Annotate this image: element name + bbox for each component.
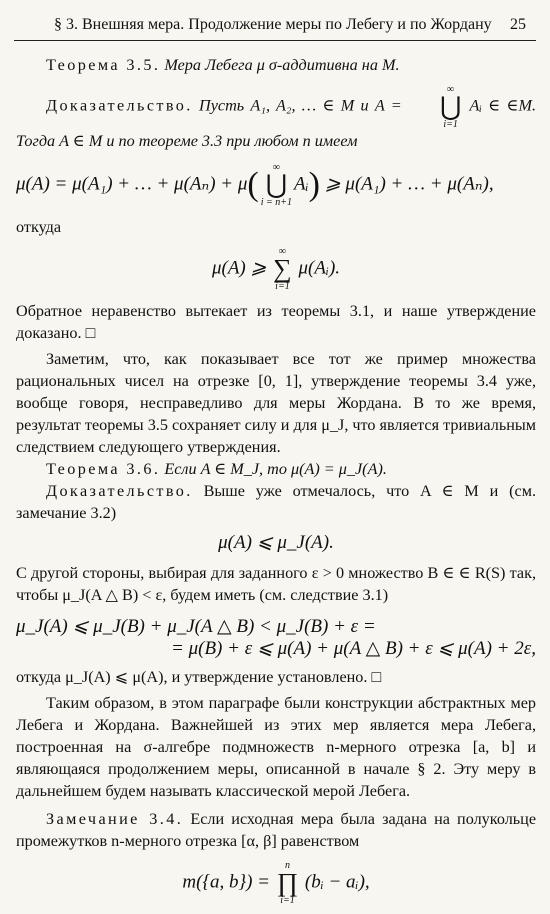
theorem-3-6 (16, 458, 536, 480)
formula-4: μ_J(A) ⩽ μ_J(B) + μ_J(A △ B) < μ_J(B) + ε = = μ(B) + ε ⩽ μ(A) + μ(A △ B) + ε ⩽ μ(A) + 2ε, (16, 616, 536, 659)
union-operator: ∞ ⋃ i=1 (439, 84, 462, 130)
theorem-statement: Если A ∈ M_J, то μ(A) = μ_J(A). (164, 460, 387, 478)
proof-label: Доказательство. (46, 96, 193, 115)
proof-3-6 (16, 480, 536, 524)
remark-label: Замечание 3.4. (46, 810, 184, 828)
formula-5: m({a, b}) = n ∏ i=1 (bᵢ − aᵢ), (182, 860, 370, 906)
union-operator-2: ∞ ⋃ i = n+1 (260, 162, 293, 208)
proof-text-a: Выше уже отмечалось, что A ∈ M и (см. замечание 3.2) (16, 482, 536, 522)
formula-1: μ(A) = μ(A₁) + … + μ(Aₙ) + μ( ∞ ⋃ i = n+1 Aᵢ) ⩾ μ(A₁) + … + μ(Aₙ), (16, 162, 494, 208)
remark-paragraph: Заметим, что, как показывает все тот же пример множества рациональных чисел на отрезке [0, 1], утверждение теоремы 3.4 уже, вообще говоря, несправедливо для меры Жордана. В то же время, результат теоремы 3.5 сохраняет силу и для μ_J, что является тривиальным следствием следующего утверждения. (16, 350, 536, 456)
running-header (14, 6, 536, 41)
theorem-label: Теорема 3.5. (46, 56, 161, 74)
product-operator: n ∏ i=1 (276, 860, 299, 906)
summary-paragraph: Таким образом, в этом параграфе были конструкции абстрактных мер Лебега и Жордана. Важнейшей из этих мер является мера Лебега, построенная на σ-алгебре подмножеств n-мерного отрезка [a, b] и являющаяся продолжением меры, описанной в начале § 2. Эту меру в дальнейшем будем называть классической мерой Лебега. (16, 694, 536, 800)
proof-3-5 (16, 84, 536, 152)
page-number: 25 (510, 16, 526, 33)
sum-operator: ∞ ∑ i=1 (273, 246, 292, 292)
otkuda-text: откуда (16, 218, 62, 236)
proof-text-b: Aᵢ ∈ (469, 96, 501, 115)
remark-text: Если исходная мера была задана на полукольце промежутков n-мерного отрезка [α, β] равенством (16, 810, 537, 850)
formula-2: μ(A) ⩾ ∞ ∑ i=1 μ(Aᵢ). (211, 246, 341, 292)
proof-text-a: Пусть A₁, A₂, … ∈ M и A = (199, 96, 402, 115)
section-title: § 3. Внешняя мера. Продолжение меры по Лебегу и по Жордану (54, 16, 492, 33)
proof-label: Доказательство. (46, 482, 193, 500)
page-body (16, 54, 536, 914)
proof-text-b: С другой стороны, выбирая для заданного ε > 0 множество B ∈ ∈ R(S) так, чтобы μ_J(A △ B) < ε, будем иметь (см. следствие 3.1) (16, 564, 536, 604)
theorem-label: Теорема 3.6. (46, 460, 161, 478)
proof-text-c: откуда μ_J(A) ⩽ μ(A), и утверждение установлено. □ (16, 668, 382, 686)
theorem-statement: Мера Лебега μ σ-аддитивна на M. (164, 56, 400, 74)
formula-3: μ(A) ⩽ μ_J(A). (218, 532, 334, 553)
proof-text-c: ∈M. Тогда A ∈ M и по теореме 3.3 при любом n имеем (16, 96, 537, 150)
theorem-3-5 (16, 54, 536, 76)
proof-conclusion: Обратное неравенство вытекает из теоремы 3.1, и наше утверждение доказано. □ (16, 302, 536, 342)
remark-3-4 (16, 808, 536, 852)
